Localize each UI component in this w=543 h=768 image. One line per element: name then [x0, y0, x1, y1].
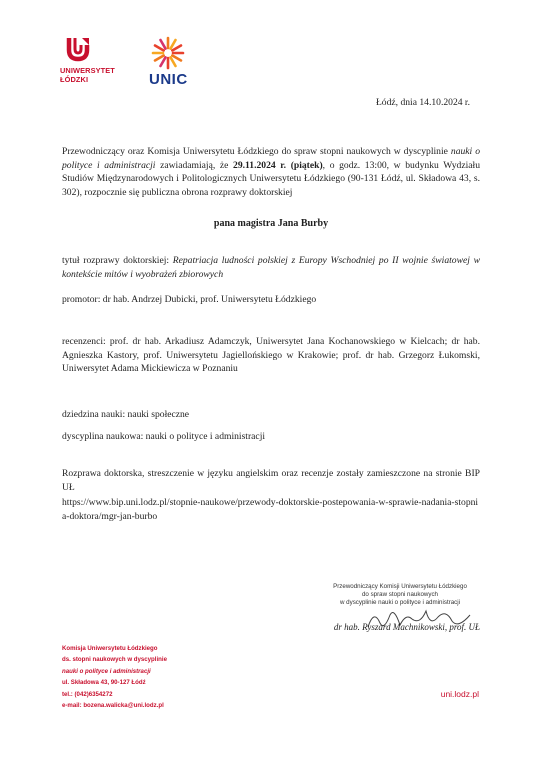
footer-contact: Komisja Uniwersytetu Łódzkiego ds. stopni naukowych w dyscyplinie nauki o polityce i administracji ul. Składowa 43, 90-127 Łódź tel.: (042)6354272 e-mail: bozena.walicka@uni.lodz.pl — [62, 643, 167, 711]
unic-star-icon — [150, 36, 186, 70]
signature-stamp: Przewodniczący Komisji Uniwersytetu Łódzkiego do spraw stopni naukowych w dyscyplinie nauki o polityce i administracji — [333, 583, 467, 606]
field-line: dziedzina nauki: nauki społeczne — [62, 409, 190, 420]
unic-logo — [148, 36, 208, 96]
unic-star-ray — [161, 57, 166, 66]
unic-star-ray — [155, 46, 164, 51]
thesis-title-block: tytuł rozprawy doktorskiej: Repatriacja ludności polskiej z Europy Wschodniej po II wojnie światowej w kontekście mitów i wyobrażeń zbiorowych — [62, 255, 481, 280]
website-link[interactable]: uni.lodz.pl — [440, 689, 479, 699]
unic-star-ray — [161, 40, 166, 49]
thesis-title: Repatriacja ludności polskiej z Europy Wschodniej po II wojnie światowej w kontekście mitów i wyobrażeń zbiorowych — [62, 255, 481, 280]
promoter-line: promotor: dr hab. Andrzej Dubicki, prof. Uniwersytetu Łódzkiego — [62, 294, 317, 305]
unic-star-ray — [171, 57, 176, 66]
unic-star-ray — [171, 40, 176, 49]
publication-note: Rozprawa doktorska, streszczenie w języku angielskim oraz recenzje zostały zamieszczone na stronie BIP UŁ — [62, 468, 480, 493]
university-name: UNIWERSYTET ŁÓDZKI — [60, 66, 115, 84]
signatory-name: dr hab. Ryszard Machnikowski, prof. UŁ — [333, 622, 480, 632]
document-date: Łódź, dnia 14.10.2024 r. — [375, 97, 470, 108]
discipline-line: dyscyplina naukowa: nauki o polityce i administracji — [62, 431, 266, 442]
university-emblem-icon — [66, 36, 90, 62]
reviewers-paragraph: recenzenci: prof. dr hab. Arkadiusz Adamczyk, Uniwersytet Jana Kochanowskiego w Kielcach; dr hab. Agnieszka Kastory, prof. Uniwersytetu Jagiellońskiego w Krakowie; prof. dr hab. Grzegorz Łukomski, Uniwersytet Adama Mickiewicza w Poznaniu — [62, 336, 480, 375]
candidate-name: pana magistra Jana Burby — [213, 218, 329, 229]
announcement-paragraph: Przewodniczący oraz Komisja Uniwersytetu Łódzkiego do spraw stopni naukowych w dyscyplinie nauki o polityce i administracji zawiadamiają, że 29.11.2024 r. (piątek), o godz. 13:00, w budynku Wydziału Studiów Międzynarodowych i Politologicznych Uniwersytetu Łódzkiego (90-131 Łódź, ul. Składowa 43, s. 302), rozpocznie się publiczna obrona rozprawy doktorskiej — [62, 146, 480, 198]
bip-link[interactable]: https://www.bip.uni.lodz.pl/stopnie-naukowe/przewody-doktorskie-postepowania-w-sprawie-nadania-stopnia-doktora/mgr-jan-burbo — [62, 497, 479, 522]
university-logo — [60, 36, 130, 96]
footer-email[interactable]: e-mail: bozena.walicka@uni.lodz.pl — [62, 702, 164, 710]
unic-star-ray — [172, 56, 181, 61]
unic-star-ray — [155, 56, 164, 61]
unic-wordmark: UNIC — [149, 71, 188, 88]
unic-star-ray — [172, 46, 181, 51]
